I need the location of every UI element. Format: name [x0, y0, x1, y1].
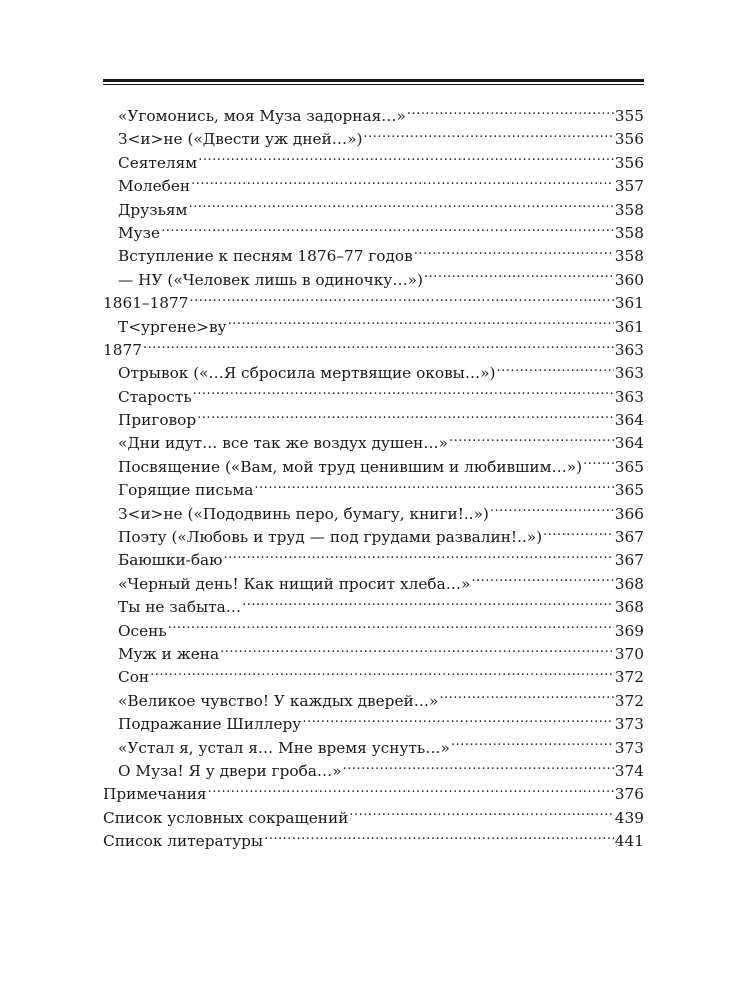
toc-entry[interactable]: [103, 292, 644, 315]
toc-entry-title: Молебен: [118, 177, 191, 196]
toc-leader-dots: [188, 200, 613, 212]
toc-entry[interactable]: [103, 620, 644, 643]
toc-entry-title: Друзьям: [118, 200, 188, 219]
toc-leader-dots: [198, 153, 614, 165]
toc-entry-page-number: 369: [614, 621, 644, 640]
toc-entry[interactable]: [103, 316, 644, 339]
toc-entry[interactable]: [103, 105, 644, 128]
toc-entry-page-number: 366: [614, 504, 644, 523]
toc-entry-title: «Угомонись, моя Муза задорная…»: [118, 107, 406, 125]
toc-entry-title: Посвящение («Вам, мой труд ценившим и любившим…»): [118, 457, 583, 476]
toc-entry-page-number: 372: [614, 668, 644, 687]
toc-entry[interactable]: [103, 503, 644, 526]
toc-entry[interactable]: [103, 807, 644, 830]
toc-entry[interactable]: [103, 386, 644, 409]
toc-entry-title: Баюшки-баю: [118, 551, 223, 570]
toc-entry-page-number: 368: [614, 574, 644, 593]
toc-leader-dots: [193, 387, 614, 399]
toc-entry[interactable]: [103, 573, 644, 596]
toc-entry[interactable]: [103, 362, 644, 385]
toc-entry-page-number: 358: [614, 223, 644, 242]
toc-entry[interactable]: [103, 432, 644, 455]
toc-entry-title: «Черный день! Как нищий просит хлеба…»: [118, 574, 471, 593]
toc-leader-dots: [543, 527, 614, 539]
toc-entry-page-number: 363: [614, 387, 644, 406]
toc-entry[interactable]: [103, 152, 644, 175]
toc-entry-title: Подражание Шиллеру: [118, 715, 302, 734]
toc-entry[interactable]: [103, 175, 644, 198]
toc-entry-title: Отрывок («…Я сбросила мертвящие оковы…»): [118, 364, 496, 383]
toc-leader-dots: [302, 714, 613, 726]
toc-entry-page-number: 368: [614, 598, 644, 617]
toc-leader-dots: [449, 433, 614, 445]
toc-leader-dots: [191, 176, 614, 188]
toc-entry[interactable]: [103, 713, 644, 736]
toc-entry-page-number: 363: [614, 364, 644, 383]
toc-leader-dots: [254, 480, 613, 492]
toc-entry-page-number: 439: [614, 808, 644, 827]
toc-leader-dots: [471, 574, 613, 586]
toc-entry-title: Музе: [118, 223, 161, 242]
toc-entry-title: «Устал я, устал я… Мне время уснуть…»: [118, 738, 450, 757]
toc-entry-page-number: 355: [614, 107, 644, 125]
toc-entry-title: Т<ургене>ву: [118, 317, 227, 336]
toc-entry-page-number: 441: [614, 832, 644, 851]
header-rule-thick: [103, 79, 644, 82]
toc-entry-page-number: 372: [614, 691, 644, 710]
toc-entry[interactable]: [103, 269, 644, 292]
toc-entry-page-number: 367: [614, 551, 644, 570]
toc-entry-page-number: 365: [614, 457, 644, 476]
toc-entry-title: З<и>не («Двести уж дней…»): [118, 130, 363, 149]
toc-entry-page-number: 360: [614, 270, 644, 289]
toc-leader-dots: [197, 410, 614, 422]
toc-entry[interactable]: [103, 199, 644, 222]
toc-entry-title: Список условных сокращений: [103, 808, 349, 827]
toc-entry-title: Примечания: [103, 785, 207, 804]
toc-entry-page-number: 365: [614, 481, 644, 500]
toc-leader-dots: [583, 457, 614, 469]
toc-entry-title: 1861–1877: [103, 294, 189, 313]
toc-entry-title: Муж и жена: [118, 644, 220, 663]
toc-entry[interactable]: [103, 783, 644, 806]
toc-entry-page-number: 361: [614, 317, 644, 336]
toc-entry-title: «Великое чувство! У каждых дверей…»: [118, 691, 439, 710]
toc-leader-dots: [242, 597, 614, 609]
toc-entry-page-number: 358: [614, 200, 644, 219]
toc-entry[interactable]: [103, 643, 644, 666]
toc-leader-dots: [407, 106, 614, 118]
toc-entry-page-number: 364: [614, 411, 644, 430]
toc-entry-page-number: 356: [614, 153, 644, 172]
toc-entry-page-number: 373: [614, 738, 644, 757]
toc-entry-title: Ты не забыта…: [118, 598, 242, 617]
toc-entry-page-number: 376: [614, 785, 644, 804]
toc-leader-dots: [414, 246, 614, 258]
toc-entry-title: Горящие письма: [118, 481, 254, 500]
toc-entry-page-number: 373: [614, 715, 644, 734]
toc-leader-dots: [190, 293, 614, 305]
toc-leader-dots: [343, 761, 614, 773]
toc-entry-title: Старость: [118, 387, 192, 406]
toc-entry-page-number: 370: [614, 644, 644, 663]
toc-entry-title: Сеятелям: [118, 153, 198, 172]
toc-entry-page-number: 367: [614, 528, 644, 547]
toc-leader-dots: [439, 691, 613, 703]
toc-entry[interactable]: [103, 596, 644, 619]
toc-entry-title: Осень: [118, 621, 167, 640]
toc-entry[interactable]: [103, 549, 644, 572]
toc-leader-dots: [497, 363, 614, 375]
toc-entry-page-number: 364: [614, 434, 644, 453]
toc-leader-dots: [451, 738, 614, 750]
toc-entry[interactable]: [103, 409, 644, 432]
toc-leader-dots: [363, 129, 613, 141]
toc-entry-page-number: 374: [614, 761, 644, 780]
toc-leader-dots: [168, 621, 614, 633]
toc-entry[interactable]: [103, 737, 644, 760]
toc-entry-title: Список литературы: [103, 832, 264, 851]
toc-entry[interactable]: [103, 222, 644, 245]
table-of-contents: [103, 105, 644, 854]
toc-entry[interactable]: [103, 339, 644, 362]
toc-leader-dots: [490, 504, 614, 516]
toc-entry[interactable]: [103, 479, 644, 502]
toc-entry-title: З<и>не («Пододвинь перо, бумагу, книги!..»): [118, 504, 489, 523]
toc-leader-dots: [349, 808, 613, 820]
toc-entry[interactable]: [103, 690, 644, 713]
toc-entry-title: «Дни идут… все так же воздух душен…»: [118, 434, 448, 453]
toc-entry[interactable]: [103, 760, 644, 783]
toc-entry[interactable]: [103, 456, 644, 479]
toc-entry-title: Поэту («Любовь и труд — под грудами развалин!..»): [118, 528, 543, 547]
toc-entry-title: 1877: [103, 340, 142, 359]
toc-entry-title: О Муза! Я у двери гроба…»: [118, 761, 342, 780]
toc-entry-title: Сон: [118, 668, 150, 687]
toc-entry[interactable]: [103, 245, 644, 268]
toc-entry-page-number: 357: [614, 177, 644, 196]
toc-entry[interactable]: [103, 830, 644, 853]
toc-leader-dots: [143, 340, 614, 352]
toc-entry-page-number: 361: [614, 294, 644, 313]
toc-entry-page-number: 356: [614, 130, 644, 149]
toc-entry[interactable]: [103, 526, 644, 549]
toc-entry[interactable]: [103, 128, 644, 151]
toc-leader-dots: [264, 831, 614, 843]
toc-entry-title: Приговор: [118, 411, 197, 430]
header-rule-thin: [103, 84, 644, 85]
toc-leader-dots: [424, 270, 614, 282]
toc-leader-dots: [223, 550, 613, 562]
toc-entry-page-number: 363: [614, 340, 644, 359]
toc-entry-title: Вступление к песням 1876–77 годов: [118, 247, 413, 266]
toc-leader-dots: [161, 223, 614, 235]
toc-leader-dots: [220, 644, 614, 656]
toc-entry-page-number: 358: [614, 247, 644, 266]
toc-leader-dots: [228, 317, 614, 329]
toc-leader-dots: [208, 784, 614, 796]
toc-entry-title: — НУ («Человек лишь в одиночку…»): [118, 270, 423, 289]
toc-leader-dots: [150, 667, 614, 679]
toc-entry[interactable]: [103, 666, 644, 689]
